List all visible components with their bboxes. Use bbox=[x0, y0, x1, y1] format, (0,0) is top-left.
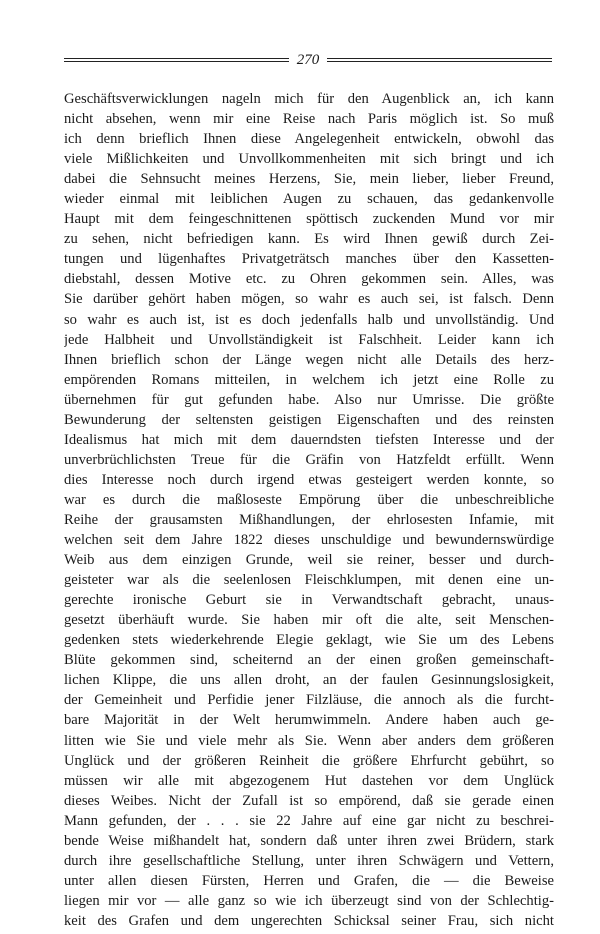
text-line: so wahr es auch ist, ist es doch jedenfalls halb und unvollständig. Und bbox=[64, 311, 554, 328]
text-line: dieses Weibes. Nicht der Zufall ist so empörend, daß sie gerade einen bbox=[64, 792, 554, 809]
text-line: übernehmen für gut gefunden habe. Also nur Umrisse. Die größte bbox=[64, 391, 554, 408]
text-line: bare Majorität in der Welt herumwimmeln. Andere haben auch ge- bbox=[64, 712, 554, 729]
text-line: viele Mißlichkeiten und Unvollkommenheiten mit sich bringt und ich bbox=[64, 151, 554, 168]
text-line: geisteter war als die seelenlosen Fleischklumpen, mit denen eine un- bbox=[64, 572, 554, 589]
text-line: gedenken stets wiederkehrende Elegie geklagt, wie Sie um des Lebens bbox=[64, 632, 554, 649]
text-line: unverbrüchlichsten Treue für die Gräfin von Hatzfeldt erfüllt. Wenn bbox=[64, 451, 554, 468]
header-rule-right bbox=[327, 58, 552, 62]
text-line: zu sehen, nicht befriedigen kann. Es wird Ihnen gewiß durch Zei- bbox=[64, 231, 554, 248]
text-line: Mann gefunden, der . . . sie 22 Jahre auf eine gar nicht zu beschrei- bbox=[64, 812, 554, 829]
header-rule-left bbox=[64, 58, 289, 62]
text-line: ich denn brieflich Ihnen diese Angelegenheit entwickeln, obwohl das bbox=[64, 131, 554, 148]
text-line: Haupt mit dem feingeschnittenen spöttisch zuckenden Mund vor mir bbox=[64, 211, 554, 228]
text-line: Sie darüber gehört haben mögen, so wahr es auch sei, ist falsch. Denn bbox=[64, 291, 554, 308]
text-line: gesetzt überhäuft wurde. Sie haben mir oft die alte, seit Menschen- bbox=[64, 612, 554, 629]
text-line: dabei die Sehnsucht meines Herzens, Sie, mein lieber, lieber Freund, bbox=[64, 171, 554, 188]
text-line: litten wie Sie und viele mehr als Sie. Wenn aber anders dem größeren bbox=[64, 732, 554, 749]
text-line: Blüte gekommen sind, scheiternd an der einen großen gemeinschaft- bbox=[64, 652, 554, 669]
text-line: diebstahl, dessen Motive etc. zu Ohren gekommen sein. Alles, was bbox=[64, 271, 554, 288]
text-line: war es durch die maßloseste Empörung über die unbeschreibliche bbox=[64, 491, 554, 508]
page-number: 270 bbox=[296, 52, 320, 68]
text-line: nicht absehen, wenn mir eine Reise nach Paris möglich ist. So muß bbox=[64, 111, 554, 128]
text-line: Unglück und der größeren Reinheit die größere Ehrfurcht gebührt, so bbox=[64, 752, 554, 769]
text-line: liegen mir vor — alle ganz so wie ich überzeugt sind von der Schlechtig- bbox=[64, 892, 554, 909]
body-text bbox=[64, 89, 554, 931]
text-line: Reihe der grausamsten Mißhandlungen, der ehrlosesten Infamie, mit bbox=[64, 511, 554, 528]
text-line: unter allen diesen Fürsten, Herren und Grafen, die — die Beweise bbox=[64, 872, 554, 889]
text-line: empörenden Romans mitteilen, in welchem ich jetzt eine Rolle zu bbox=[64, 371, 554, 388]
page-header bbox=[64, 50, 552, 70]
text-line: jede Halbheit und Unvollständigkeit ist Falschheit. Leider kann ich bbox=[64, 331, 554, 348]
text-line: gerechte ironische Geburt sie in Verwandtschaft gebracht, unaus- bbox=[64, 592, 554, 609]
text-line: keit des Grafen und dem ungerechten Schicksal seiner Frau, sich nicht bbox=[64, 912, 554, 929]
text-line: tungen und lügenhaftes Privatgeträtsch manches über den Kassetten- bbox=[64, 251, 554, 268]
text-line: bende Weise mißhandelt hat, sondern daß unter ihren zwei Brüdern, stark bbox=[64, 832, 554, 849]
text-line: Bewunderung der seltensten geistigen Eigenschaften und des reinsten bbox=[64, 411, 554, 428]
text-line: dies Interesse noch durch irgend etwas gesteigert werden konnte, so bbox=[64, 471, 554, 488]
text-line: Ihnen brieflich schon der Länge wegen nicht alle Details des herz- bbox=[64, 351, 554, 368]
text-line: welchen seit dem Jahre 1822 dieses unschuldige und bewundernswürdige bbox=[64, 532, 554, 549]
text-line: Weib aus dem einzigen Grunde, weil sie reiner, besser und durch- bbox=[64, 552, 554, 569]
text-line: Geschäftsverwicklungen nageln mich für den Augenblick an, ich kann bbox=[64, 91, 554, 107]
text-line: müssen wir alle mit abgezogenem Hut dastehen vor dem Unglück bbox=[64, 772, 554, 789]
text-line: der Gemeinheit und Perfidie jener Filzläuse, die annoch als die furcht- bbox=[64, 692, 554, 709]
text-line: lichen Klippe, die uns allen droht, an der faulen Gesinnungslosigkeit, bbox=[64, 672, 554, 689]
text-line: durch ihre gesellschaftliche Stellung, unter ihren Schwägern und Vettern, bbox=[64, 852, 554, 869]
text-line: Idealismus hat mich mit dem dauerndsten tiefsten Interesse und der bbox=[64, 431, 554, 448]
text-line: wieder einmal mit leiblichen Augen zu schauen, das gedankenvolle bbox=[64, 191, 554, 208]
